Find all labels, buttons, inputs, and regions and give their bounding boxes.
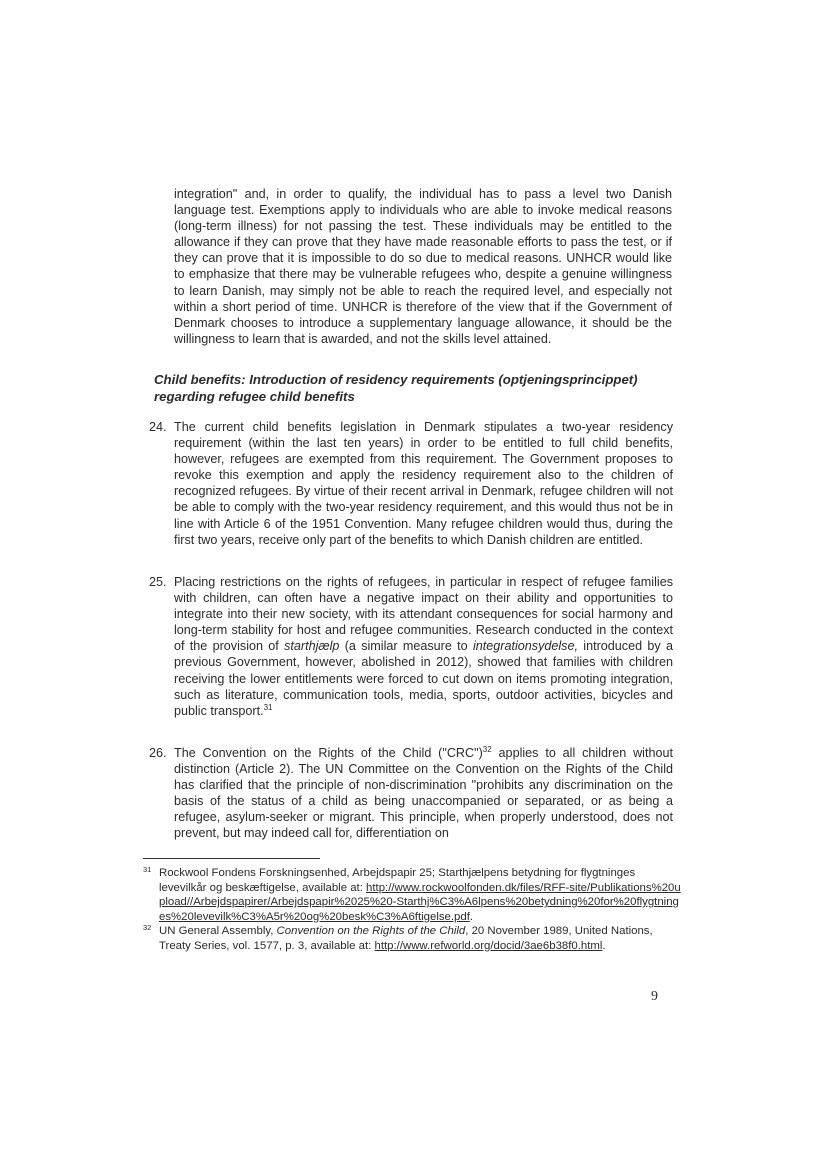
text-segment: UN General Assembly,	[159, 925, 277, 937]
footnotes	[143, 866, 683, 953]
intro-paragraph: integration" and, in order to qualify, the individual has to pass a level two Danish language test. Exemptions apply to individuals who are able to invoke medical reasons (long-term illness) for not passing the test. These individuals may be entitled to the allowance if they can prove that they have made reasonable efforts to pass the test, or if they can prove that it is impossible to do so due to medical reasons. UNHCR would like to emphasize that there may be vulnerable refugees who, despite a genuine willingness to learn Danish, may simply not be able to reach the required level, and especially not within a short period of time. UNHCR is therefore of the view that if the Government of Denmark chooses to introduce a supplementary language allowance, it should be the willingness to learn that is awarded, and not the skills level attained.	[174, 187, 672, 346]
text-segment: (a similar measure to	[339, 639, 473, 654]
footnote-number: 32	[143, 923, 152, 932]
paragraph-number: 24.	[149, 420, 167, 434]
paragraph-24	[149, 419, 673, 548]
footnote-ref[interactable]: 32	[482, 744, 492, 754]
text-segment: introduced by a previous Government, however, abolished in 2012), showed that families with children receiving the lower entitlements were forced to cut down on items promoting integration, such as literature, communication tools, media, sports, outdoor activities, bicycles and public transport.	[174, 639, 673, 718]
text-segment: Placing restrictions on the rights of refugees, in particular in respect of refugee families with children, can often have a negative impact on their ability and opportunities to integrate into their new society, with its attendant consequences for social harmony and long-term stability for host and refugee communities. Research conducted in the context of the provision of	[174, 575, 673, 654]
text-segment: Rockwool Fondens Forskningsenhed, Arbejdspapir 25; Starthjælpens betydning for flygtninges levevilkår og beskæftigelse, available at:	[159, 867, 636, 894]
footnote-text	[159, 924, 683, 953]
section-heading: Child benefits: Introduction of residency requirements (optjeningsprincippet) regarding refugee child benefits	[154, 372, 638, 404]
footnote-31	[143, 866, 683, 924]
paragraph-26	[149, 745, 673, 842]
footnote-ref[interactable]: 31	[263, 702, 273, 712]
footnote-link[interactable]: http://www.refworld.org/docid/3ae6b38f0.html	[374, 939, 603, 952]
text-segment: .	[602, 939, 606, 952]
footnote-divider	[143, 858, 320, 859]
text-segment: , 20 November 1989, United Nations, Treaty Series, vol. 1577, p. 3, available at:	[159, 925, 653, 952]
paragraph-text	[174, 745, 673, 842]
paragraph-number: 26.	[149, 746, 167, 760]
footnote-32	[143, 924, 683, 953]
page-number: 9	[651, 989, 658, 1004]
italic-term: starthjælp	[284, 639, 340, 654]
text-segment: The Convention on the Rights of the Child ("CRC")	[174, 746, 483, 760]
paragraph-number: 25.	[149, 575, 167, 589]
footnote-text	[159, 866, 683, 924]
footnote-number: 31	[143, 865, 152, 874]
text-segment: applies to all children without distinction (Article 2). The UN Committee on the Convention on the Rights of the Child has clarified that the principle of non-discrimination "prohibits any discrimination on the basis of the status of a child as being unaccompanied or separated, or as being a refugee, asylum-seeker or migrant. This principle, when properly understood, does not prevent, but may indeed call for, differentiation on	[174, 746, 673, 841]
italic-title: Convention on the Rights of the Child	[276, 925, 466, 937]
footnote-link[interactable]: http://www.rockwoolfonden.dk/files/RFF-site/Publikations%20upload//Arbejdspapirer/Arbejdspapir%2025%20-Starthj%C3%A6lpens%20betydning%20for%20flygtninges%20levevilk%C3%A5r%20og%20besk%C3%A6ftigelse.pdf	[159, 881, 681, 923]
text-segment: .	[469, 910, 474, 923]
paragraph-text: The current child benefits legislation in Denmark stipulates a two-year residency requirement (within the last ten years) in order to be entitled to full child benefits, however, refugees are exempted from this requirement. The Government proposes to revoke this exemption and apply the residency requirement also to the children of recognized refugees. By virtue of their recent arrival in Denmark, refugee children will not be able to comply with the two-year residency requirement, and this would thus not be in line with Article 6 of the 1951 Convention. Many refugee children would thus, during the first two years, receive only part of the benefits to which Danish children are entitled.	[174, 420, 673, 547]
paragraph-text	[174, 574, 673, 719]
paragraph-25	[149, 574, 673, 719]
italic-term: integrationsydelse,	[472, 639, 578, 654]
